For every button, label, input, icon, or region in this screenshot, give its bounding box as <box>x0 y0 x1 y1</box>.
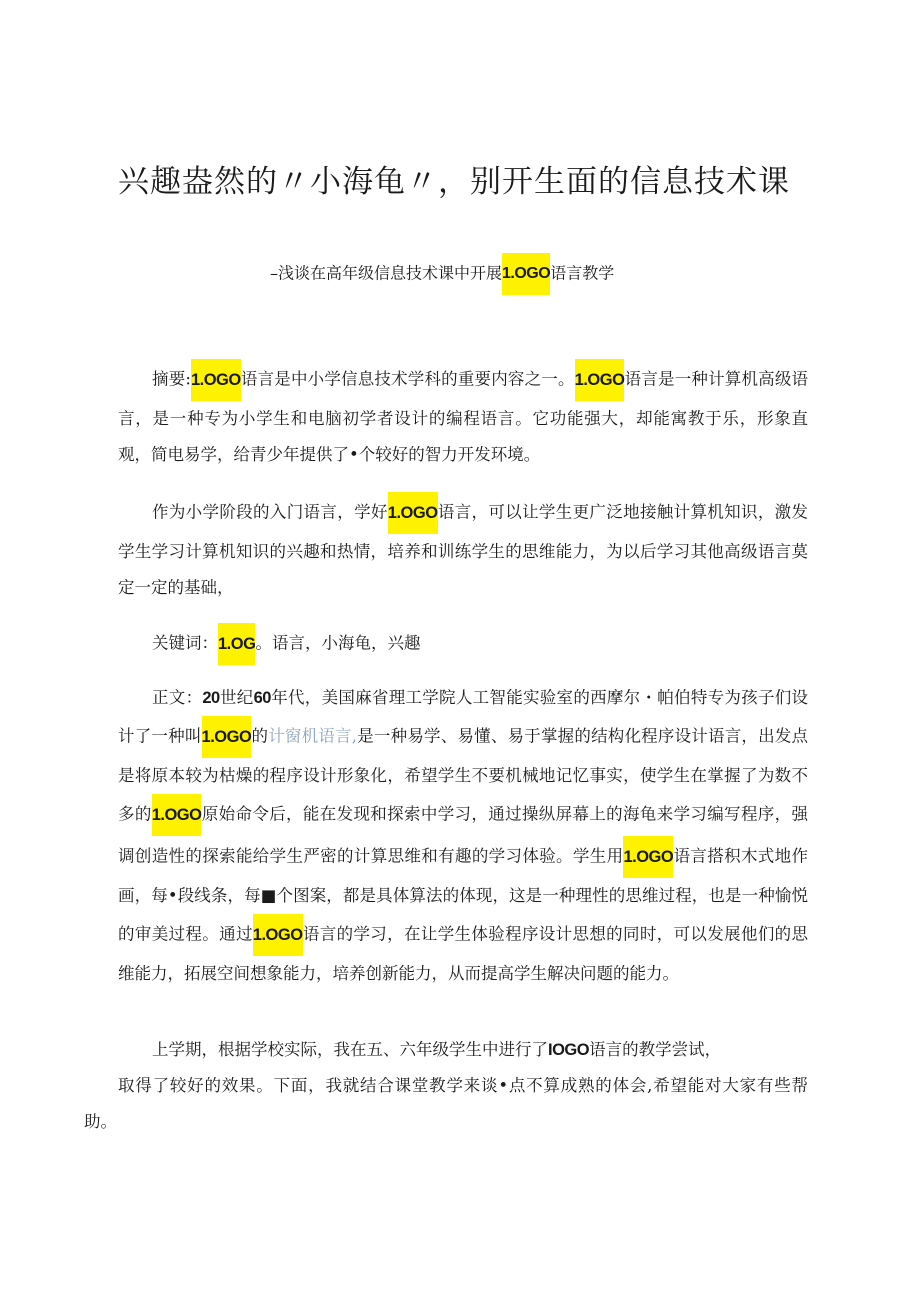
highlight-logo: 1.OGO <box>202 716 252 758</box>
document-title: 兴趣盎然的〃小海龟〃，别开生面的信息技术课 <box>118 164 790 200</box>
closing-logo: IOGO <box>548 1041 590 1059</box>
highlight-logo: 1.OGO <box>191 359 241 401</box>
body-text: 是一种易学、易懂、易于掌握的结构化程序设计语言，出发点是将原本较为枯燥的程序设计形象化，希望学生不要机械地记忆事实，使学生在掌握了为数不多的 <box>118 726 809 824</box>
keywords-text: 。语言，小海龟，兴趣 <box>255 633 421 653</box>
intro-paragraph <box>118 492 808 606</box>
intro-text: 作为小学阶段的入门语言，学好 <box>152 502 388 522</box>
highlight-logo: 1.OGO <box>623 836 673 878</box>
computer-language-link[interactable]: 计窗机语言, <box>268 726 357 746</box>
abstract-text: 语言是中小学信息技术学科的重要内容之一。 <box>240 369 575 389</box>
closing-text: 取得了较好的效果。下面，我就结合课堂教学来谈•点不算成熟的体会,希望能对大家有些帮助。 <box>84 1076 808 1131</box>
highlight-logo: 1.OGO <box>152 794 202 836</box>
highlight-logo: 1.OGO <box>253 914 303 956</box>
highlight-logo: 1.OG <box>218 623 255 665</box>
body-paragraph <box>118 680 808 992</box>
abstract-text: 语言是一种计算机高级语言，是一种专为小学生和电脑初学者设计的编程语言。它功能强大，却能寓教于乐，形象直观，简电易学，给青少年提供了•个较好的智力开发环境。 <box>118 369 809 464</box>
keywords-paragraph <box>118 623 808 665</box>
closing-paragraph <box>84 1032 808 1140</box>
body-label: 正文： <box>152 688 203 707</box>
body-text: 语言的学习，在让学生体验程序设计思想的同时，可以发展他们的思维能力，拓展空间想象能力，培养创新能力，从而提高学生解决问题的能力。 <box>118 924 809 983</box>
body-text: 世纪 <box>219 688 254 707</box>
closing-text: 语言的教学尝试， <box>589 1040 722 1059</box>
body-number: 20 <box>202 689 220 707</box>
abstract-label: 摘要: <box>152 369 191 389</box>
body-text: 原始命令后，能在发现和探索中学习，通过操纵屏幕上的海龟来学习编写程序，强调创造性的探索能给学生严密的计算思维和有趣的学习体验。学生用 <box>118 804 809 866</box>
keywords-label: 关键词： <box>152 633 218 653</box>
abstract-paragraph <box>118 359 808 473</box>
highlight-logo: 1.OGO <box>502 253 550 295</box>
intro-text: 语言，可以让学生更广泛地接触计算机知识，激发学生学习计算机知识的兴趣和热情，培养和训练学生的思维能力，为以后学习其他高级语言莫定一定的基础， <box>118 502 809 597</box>
body-number: 60 <box>253 689 271 707</box>
body-text: 的 <box>251 726 269 746</box>
highlight-logo: 1.OGO <box>388 492 438 534</box>
document-subtitle <box>270 253 614 295</box>
subtitle-text-end: 语言教学 <box>550 263 615 283</box>
highlight-logo: 1.OGO <box>575 359 625 401</box>
body-text: 年代，美国麻省理工学院人工智能实验室的西摩尔・帕伯特专为孩子们设计了一种叫 <box>118 688 809 746</box>
closing-text: 上学期，根据学校实际，我在五、六年级学生中进行了 <box>152 1040 548 1059</box>
subtitle-text: –浅谈在高年级信息技术课中开展 <box>270 263 503 283</box>
body-text: 语言搭积木式地作画，每•段线条，每■个图案，都是具体算法的体现，这是一种理性的思维过程，也是一种愉悦的审美过程。通过 <box>118 846 809 944</box>
